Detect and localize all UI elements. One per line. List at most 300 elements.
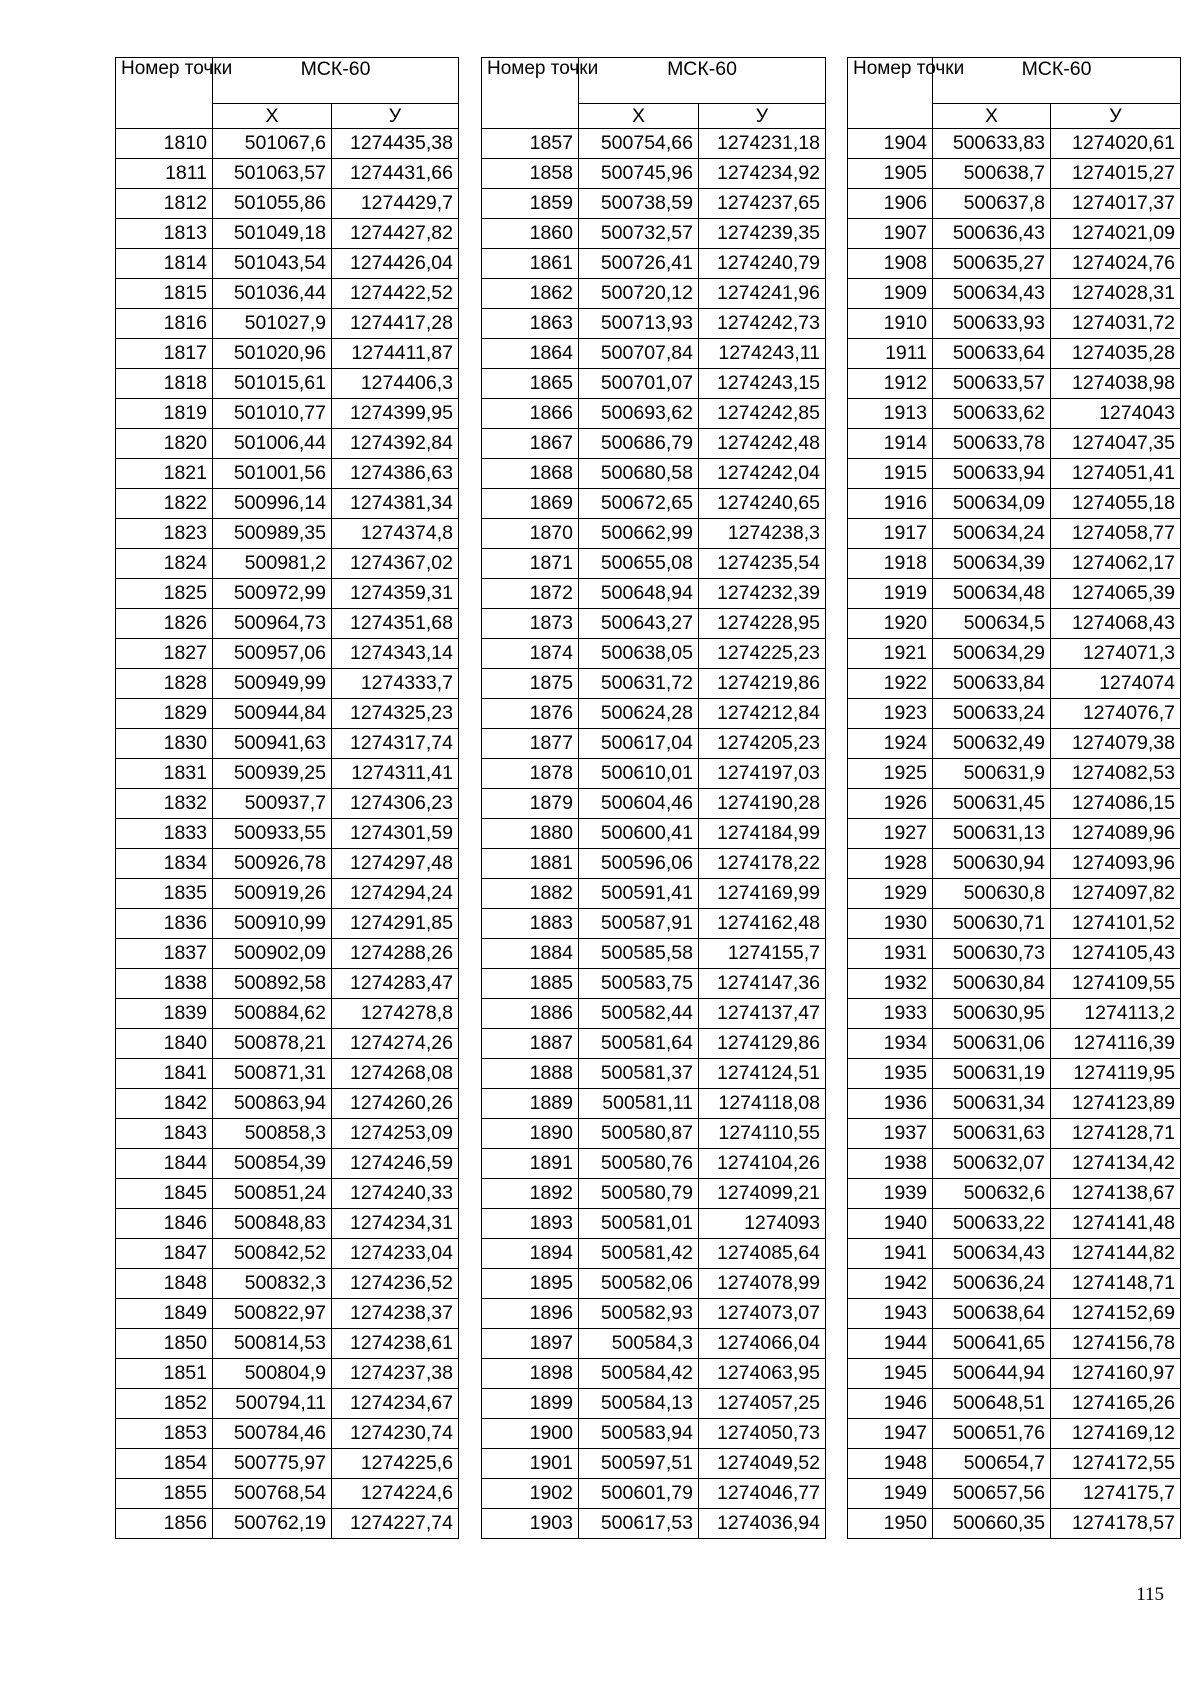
table-row: [848, 1179, 1181, 1209]
x-coordinate-cell: 500919,26: [213, 879, 332, 909]
y-coordinate-cell: 1274085,64: [699, 1239, 826, 1269]
y-coordinate-cell: 1274109,55: [1051, 969, 1181, 999]
y-coordinate-cell: 1274035,28: [1051, 339, 1181, 369]
x-coordinate-cell: 500655,08: [579, 549, 699, 579]
point-number-cell: 1912: [848, 369, 933, 399]
point-number-cell: 1821: [116, 459, 213, 489]
y-coordinate-cell: 1274017,37: [1051, 189, 1181, 219]
x-coordinate-cell: 500630,94: [933, 849, 1051, 879]
y-header: У: [1051, 104, 1181, 129]
x-coordinate-cell: 500672,65: [579, 489, 699, 519]
table-row: [848, 369, 1181, 399]
point-number-cell: 1885: [482, 969, 579, 999]
table-row: [116, 1359, 459, 1389]
table-row: [482, 189, 826, 219]
x-coordinate-cell: 500926,78: [213, 849, 332, 879]
table-row: [116, 609, 459, 639]
y-coordinate-cell: 1274169,12: [1051, 1419, 1181, 1449]
x-coordinate-cell: 500804,9: [213, 1359, 332, 1389]
y-coordinate-cell: 1274427,82: [332, 219, 459, 249]
point-number-cell: 1861: [482, 249, 579, 279]
y-coordinate-cell: 1274184,99: [699, 819, 826, 849]
table-row: [116, 549, 459, 579]
y-coordinate-cell: 1274435,38: [332, 129, 459, 159]
point-number-cell: 1921: [848, 639, 933, 669]
point-number-cell: 1887: [482, 1029, 579, 1059]
y-coordinate-cell: 1274141,48: [1051, 1209, 1181, 1239]
x-coordinate-cell: 500601,79: [579, 1479, 699, 1509]
coordinate-system-header: МСК-60: [213, 58, 459, 104]
x-coordinate-cell: 500638,7: [933, 159, 1051, 189]
x-coordinate-cell: 500686,79: [579, 429, 699, 459]
table-row: [848, 519, 1181, 549]
table-row: [116, 459, 459, 489]
y-coordinate-cell: 1274294,24: [332, 879, 459, 909]
x-coordinate-cell: 501020,96: [213, 339, 332, 369]
x-coordinate-cell: 500633,57: [933, 369, 1051, 399]
y-coordinate-cell: 1274288,26: [332, 939, 459, 969]
point-number-cell: 1875: [482, 669, 579, 699]
x-coordinate-cell: 500632,49: [933, 729, 1051, 759]
table-row: [482, 1029, 826, 1059]
coordinate-system-header: МСК-60: [579, 58, 826, 104]
table-row: [848, 849, 1181, 879]
x-coordinate-cell: 500854,39: [213, 1149, 332, 1179]
point-number-cell: 1819: [116, 399, 213, 429]
table-row: [848, 429, 1181, 459]
point-number-cell: 1924: [848, 729, 933, 759]
y-coordinate-cell: 1274243,15: [699, 369, 826, 399]
x-coordinate-cell: 500581,11: [579, 1089, 699, 1119]
x-coordinate-cell: 500863,94: [213, 1089, 332, 1119]
y-coordinate-cell: 1274152,69: [1051, 1299, 1181, 1329]
table-row: [116, 969, 459, 999]
point-number-cell: 1830: [116, 729, 213, 759]
point-number-cell: 1833: [116, 819, 213, 849]
point-number-cell: 1855: [116, 1479, 213, 1509]
point-number-cell: 1860: [482, 219, 579, 249]
x-coordinate-cell: 500634,29: [933, 639, 1051, 669]
y-coordinate-cell: 1274050,73: [699, 1419, 826, 1449]
point-number-cell: 1827: [116, 639, 213, 669]
point-number-cell: 1826: [116, 609, 213, 639]
y-coordinate-cell: 1274089,96: [1051, 819, 1181, 849]
point-number-cell: 1832: [116, 789, 213, 819]
x-coordinate-cell: 500644,94: [933, 1359, 1051, 1389]
table-row: [848, 579, 1181, 609]
y-coordinate-cell: 1274162,48: [699, 909, 826, 939]
table-row: [116, 1209, 459, 1239]
y-coordinate-cell: 1274082,53: [1051, 759, 1181, 789]
y-coordinate-cell: 1274238,3: [699, 519, 826, 549]
point-number-cell: 1943: [848, 1299, 933, 1329]
x-coordinate-cell: 500884,62: [213, 999, 332, 1029]
x-coordinate-cell: 500631,19: [933, 1059, 1051, 1089]
coordinates-table-1: [115, 57, 459, 1539]
point-number-cell: 1891: [482, 1149, 579, 1179]
x-coordinate-cell: 500633,24: [933, 699, 1051, 729]
x-coordinate-cell: 500794,11: [213, 1389, 332, 1419]
x-coordinate-cell: 500949,99: [213, 669, 332, 699]
table-row: [116, 579, 459, 609]
y-coordinate-cell: 1274239,35: [699, 219, 826, 249]
point-number-cell: 1870: [482, 519, 579, 549]
point-number-cell: 1908: [848, 249, 933, 279]
point-number-cell: 1876: [482, 699, 579, 729]
y-coordinate-cell: 1274086,15: [1051, 789, 1181, 819]
y-coordinate-cell: 1274367,02: [332, 549, 459, 579]
point-number-cell: 1842: [116, 1089, 213, 1119]
y-coordinate-cell: 1274055,18: [1051, 489, 1181, 519]
table-row: [848, 1509, 1181, 1539]
point-number-cell: 1848: [116, 1269, 213, 1299]
point-number-cell: 1864: [482, 339, 579, 369]
table-row: [482, 819, 826, 849]
x-coordinate-cell: 500848,83: [213, 1209, 332, 1239]
table-row: [482, 1119, 826, 1149]
y-coordinate-cell: 1274274,26: [332, 1029, 459, 1059]
y-coordinate-cell: 1274116,39: [1051, 1029, 1181, 1059]
point-number-cell: 1886: [482, 999, 579, 1029]
x-coordinate-cell: 500910,99: [213, 909, 332, 939]
y-coordinate-cell: 1274228,95: [699, 609, 826, 639]
point-number-cell: 1872: [482, 579, 579, 609]
y-coordinate-cell: 1274073,07: [699, 1299, 826, 1329]
table-row: [482, 1239, 826, 1269]
point-number-cell: 1929: [848, 879, 933, 909]
x-coordinate-cell: 500634,5: [933, 609, 1051, 639]
x-coordinate-cell: 500902,09: [213, 939, 332, 969]
x-coordinate-cell: 500732,57: [579, 219, 699, 249]
point-number-cell: 1925: [848, 759, 933, 789]
point-number-cell: 1906: [848, 189, 933, 219]
table-row: [482, 849, 826, 879]
y-coordinate-cell: 1274242,73: [699, 309, 826, 339]
y-coordinate-cell: 1274234,92: [699, 159, 826, 189]
x-coordinate-cell: 501010,77: [213, 399, 332, 429]
table-row: [116, 519, 459, 549]
point-number-cell: 1840: [116, 1029, 213, 1059]
y-coordinate-cell: 1274160,97: [1051, 1359, 1181, 1389]
table-row: [482, 579, 826, 609]
x-coordinate-cell: 500648,51: [933, 1389, 1051, 1419]
table-row: [482, 279, 826, 309]
table-row: [848, 639, 1181, 669]
table-row: [116, 1089, 459, 1119]
y-coordinate-cell: 1274065,39: [1051, 579, 1181, 609]
x-coordinate-cell: 500631,63: [933, 1119, 1051, 1149]
y-coordinate-cell: 1274224,6: [332, 1479, 459, 1509]
table-row: [482, 219, 826, 249]
point-number-cell: 1892: [482, 1179, 579, 1209]
y-coordinate-cell: 1274124,51: [699, 1059, 826, 1089]
y-coordinate-cell: 1274028,31: [1051, 279, 1181, 309]
y-coordinate-cell: 1274406,3: [332, 369, 459, 399]
table-row: [848, 609, 1181, 639]
x-coordinate-cell: 500631,9: [933, 759, 1051, 789]
point-number-cell: 1868: [482, 459, 579, 489]
point-number-cell: 1836: [116, 909, 213, 939]
point-number-cell: 1856: [116, 1509, 213, 1539]
point-number-cell: 1907: [848, 219, 933, 249]
point-number-cell: 1930: [848, 909, 933, 939]
table-row: [116, 249, 459, 279]
x-coordinate-cell: 500587,91: [579, 909, 699, 939]
x-coordinate-cell: 500851,24: [213, 1179, 332, 1209]
x-coordinate-cell: 500981,2: [213, 549, 332, 579]
table-row: [482, 549, 826, 579]
table-row: [482, 429, 826, 459]
table-row: [848, 1029, 1181, 1059]
point-number-cell: 1932: [848, 969, 933, 999]
point-number-cell: 1866: [482, 399, 579, 429]
x-coordinate-cell: 500832,3: [213, 1269, 332, 1299]
x-coordinate-cell: 500633,64: [933, 339, 1051, 369]
x-coordinate-cell: 501006,44: [213, 429, 332, 459]
x-coordinate-cell: 500633,94: [933, 459, 1051, 489]
x-coordinate-cell: 500596,06: [579, 849, 699, 879]
x-coordinate-cell: 500636,24: [933, 1269, 1051, 1299]
y-coordinate-cell: 1274399,95: [332, 399, 459, 429]
table-row: [482, 1179, 826, 1209]
point-number-cell: 1935: [848, 1059, 933, 1089]
point-number-cell: 1942: [848, 1269, 933, 1299]
y-coordinate-cell: 1274021,09: [1051, 219, 1181, 249]
table-row: [116, 1509, 459, 1539]
point-number-cell: 1947: [848, 1419, 933, 1449]
point-number-cell: 1910: [848, 309, 933, 339]
table-row: [482, 1059, 826, 1089]
table-row: [482, 1389, 826, 1419]
point-number-cell: 1857: [482, 129, 579, 159]
point-number-cell: 1810: [116, 129, 213, 159]
y-coordinate-cell: 1274260,26: [332, 1089, 459, 1119]
table-row: [848, 159, 1181, 189]
point-number-cell: 1820: [116, 429, 213, 459]
x-coordinate-cell: 501001,56: [213, 459, 332, 489]
table-row: [482, 669, 826, 699]
x-coordinate-cell: 500617,53: [579, 1509, 699, 1539]
table-row: [482, 639, 826, 669]
y-coordinate-cell: 1274392,84: [332, 429, 459, 459]
x-coordinate-cell: 500933,55: [213, 819, 332, 849]
point-number-cell: 1922: [848, 669, 933, 699]
x-coordinate-cell: 500600,41: [579, 819, 699, 849]
table-row: [116, 1149, 459, 1179]
point-number-cell: 1893: [482, 1209, 579, 1239]
y-coordinate-cell: 1274343,14: [332, 639, 459, 669]
point-number-cell: 1874: [482, 639, 579, 669]
point-number-cell: 1949: [848, 1479, 933, 1509]
table-row: [116, 129, 459, 159]
table-row: [116, 819, 459, 849]
table-row: [848, 339, 1181, 369]
y-coordinate-cell: 1274043: [1051, 399, 1181, 429]
x-coordinate-cell: 500634,48: [933, 579, 1051, 609]
point-number-cell: 1878: [482, 759, 579, 789]
x-coordinate-cell: 500654,7: [933, 1449, 1051, 1479]
table-row: [116, 1449, 459, 1479]
x-coordinate-cell: 500754,66: [579, 129, 699, 159]
point-number-cell: 1831: [116, 759, 213, 789]
y-coordinate-cell: 1274113,2: [1051, 999, 1181, 1029]
x-coordinate-cell: 500878,21: [213, 1029, 332, 1059]
point-number-cell: 1938: [848, 1149, 933, 1179]
table-row: [482, 129, 826, 159]
x-coordinate-cell: 500643,27: [579, 609, 699, 639]
y-coordinate-cell: 1274381,34: [332, 489, 459, 519]
x-coordinate-cell: 500580,79: [579, 1179, 699, 1209]
y-coordinate-cell: 1274278,8: [332, 999, 459, 1029]
x-coordinate-cell: 500604,46: [579, 789, 699, 819]
x-coordinate-cell: 500768,54: [213, 1479, 332, 1509]
table-row: [482, 1449, 826, 1479]
point-number-cell: 1822: [116, 489, 213, 519]
point-number-cell: 1844: [116, 1149, 213, 1179]
table-row: [116, 1119, 459, 1149]
table-row: [116, 939, 459, 969]
table-row: [482, 699, 826, 729]
x-coordinate-cell: 500814,53: [213, 1329, 332, 1359]
x-coordinate-cell: 500822,97: [213, 1299, 332, 1329]
table-row: [848, 729, 1181, 759]
y-header: У: [332, 104, 459, 129]
point-number-cell: 1896: [482, 1299, 579, 1329]
point-number-cell: 1913: [848, 399, 933, 429]
x-coordinate-cell: 500581,01: [579, 1209, 699, 1239]
point-number-cell: 1911: [848, 339, 933, 369]
point-number-cell: 1823: [116, 519, 213, 549]
y-coordinate-cell: 1274232,39: [699, 579, 826, 609]
y-coordinate-cell: 1274063,95: [699, 1359, 826, 1389]
x-coordinate-cell: 500651,76: [933, 1419, 1051, 1449]
point-number-cell: 1839: [116, 999, 213, 1029]
x-coordinate-cell: 500745,96: [579, 159, 699, 189]
point-number-cell: 1825: [116, 579, 213, 609]
x-coordinate-cell: 500937,7: [213, 789, 332, 819]
table-row: [482, 489, 826, 519]
y-coordinate-cell: 1274110,55: [699, 1119, 826, 1149]
y-coordinate-cell: 1274431,66: [332, 159, 459, 189]
table-row: [848, 1089, 1181, 1119]
table-row: [848, 219, 1181, 249]
point-number-cell: 1880: [482, 819, 579, 849]
table-row: [116, 429, 459, 459]
point-number-cell: 1945: [848, 1359, 933, 1389]
y-coordinate-cell: 1274169,99: [699, 879, 826, 909]
table-row: [116, 759, 459, 789]
point-number-cell: 1950: [848, 1509, 933, 1539]
point-number-cell: 1862: [482, 279, 579, 309]
point-number-cell: 1904: [848, 129, 933, 159]
point-number-cell: 1869: [482, 489, 579, 519]
point-number-cell: 1946: [848, 1389, 933, 1419]
x-coordinate-cell: 501015,61: [213, 369, 332, 399]
x-coordinate-cell: 500585,58: [579, 939, 699, 969]
point-number-cell: 1815: [116, 279, 213, 309]
point-number-cell: 1846: [116, 1209, 213, 1239]
table-row: [116, 1299, 459, 1329]
x-coordinate-cell: 500632,6: [933, 1179, 1051, 1209]
x-coordinate-cell: 500581,42: [579, 1239, 699, 1269]
y-coordinate-cell: 1274156,78: [1051, 1329, 1181, 1359]
y-coordinate-cell: 1274128,71: [1051, 1119, 1181, 1149]
table-row: [848, 909, 1181, 939]
y-coordinate-cell: 1274047,35: [1051, 429, 1181, 459]
x-coordinate-cell: 501055,86: [213, 189, 332, 219]
x-header: Х: [579, 104, 699, 129]
point-number-cell: 1865: [482, 369, 579, 399]
y-coordinate-cell: 1274015,27: [1051, 159, 1181, 189]
point-number-cell: 1843: [116, 1119, 213, 1149]
x-coordinate-cell: 500630,8: [933, 879, 1051, 909]
table-row: [116, 1479, 459, 1509]
x-coordinate-cell: 500662,99: [579, 519, 699, 549]
y-coordinate-cell: 1274074: [1051, 669, 1181, 699]
y-coordinate-cell: 1274172,55: [1051, 1449, 1181, 1479]
x-coordinate-cell: 500633,83: [933, 129, 1051, 159]
point-number-cell: 1852: [116, 1389, 213, 1419]
table-row: [482, 1149, 826, 1179]
y-coordinate-cell: 1274238,61: [332, 1329, 459, 1359]
table-row: [482, 159, 826, 189]
page-number: 115: [1136, 1584, 1164, 1605]
x-coordinate-cell: 500580,76: [579, 1149, 699, 1179]
table-row: [116, 639, 459, 669]
y-coordinate-cell: 1274066,04: [699, 1329, 826, 1359]
x-coordinate-cell: 500957,06: [213, 639, 332, 669]
y-coordinate-cell: 1274129,86: [699, 1029, 826, 1059]
y-coordinate-cell: 1274205,23: [699, 729, 826, 759]
point-number-cell: 1897: [482, 1329, 579, 1359]
table-row: [116, 339, 459, 369]
point-number-cell: 1905: [848, 159, 933, 189]
table-row: [848, 699, 1181, 729]
point-number-cell: 1889: [482, 1089, 579, 1119]
x-coordinate-cell: 500648,94: [579, 579, 699, 609]
point-number-cell: 1824: [116, 549, 213, 579]
y-coordinate-cell: 1274093: [699, 1209, 826, 1239]
x-coordinate-cell: 500939,25: [213, 759, 332, 789]
x-coordinate-cell: 500638,64: [933, 1299, 1051, 1329]
y-coordinate-cell: 1274093,96: [1051, 849, 1181, 879]
table-row: [116, 399, 459, 429]
x-coordinate-cell: 500637,8: [933, 189, 1051, 219]
table-row: [848, 789, 1181, 819]
coordinates-table-2: [481, 57, 826, 1539]
y-coordinate-cell: 1274242,04: [699, 459, 826, 489]
table-row: [848, 549, 1181, 579]
y-coordinate-cell: 1274317,74: [332, 729, 459, 759]
y-coordinate-cell: 1274235,54: [699, 549, 826, 579]
point-number-cell: 1871: [482, 549, 579, 579]
point-number-cell: 1811: [116, 159, 213, 189]
y-coordinate-cell: 1274386,63: [332, 459, 459, 489]
point-number-cell: 1919: [848, 579, 933, 609]
y-coordinate-cell: 1274225,23: [699, 639, 826, 669]
x-coordinate-cell: 500582,06: [579, 1269, 699, 1299]
y-coordinate-cell: 1274253,09: [332, 1119, 459, 1149]
y-coordinate-cell: 1274268,08: [332, 1059, 459, 1089]
y-coordinate-cell: 1274101,52: [1051, 909, 1181, 939]
table-row: [482, 309, 826, 339]
y-coordinate-cell: 1274234,31: [332, 1209, 459, 1239]
x-coordinate-cell: 500631,72: [579, 669, 699, 699]
point-number-cell: 1890: [482, 1119, 579, 1149]
table-row: [482, 789, 826, 819]
table-row: [116, 159, 459, 189]
table-row: [116, 279, 459, 309]
